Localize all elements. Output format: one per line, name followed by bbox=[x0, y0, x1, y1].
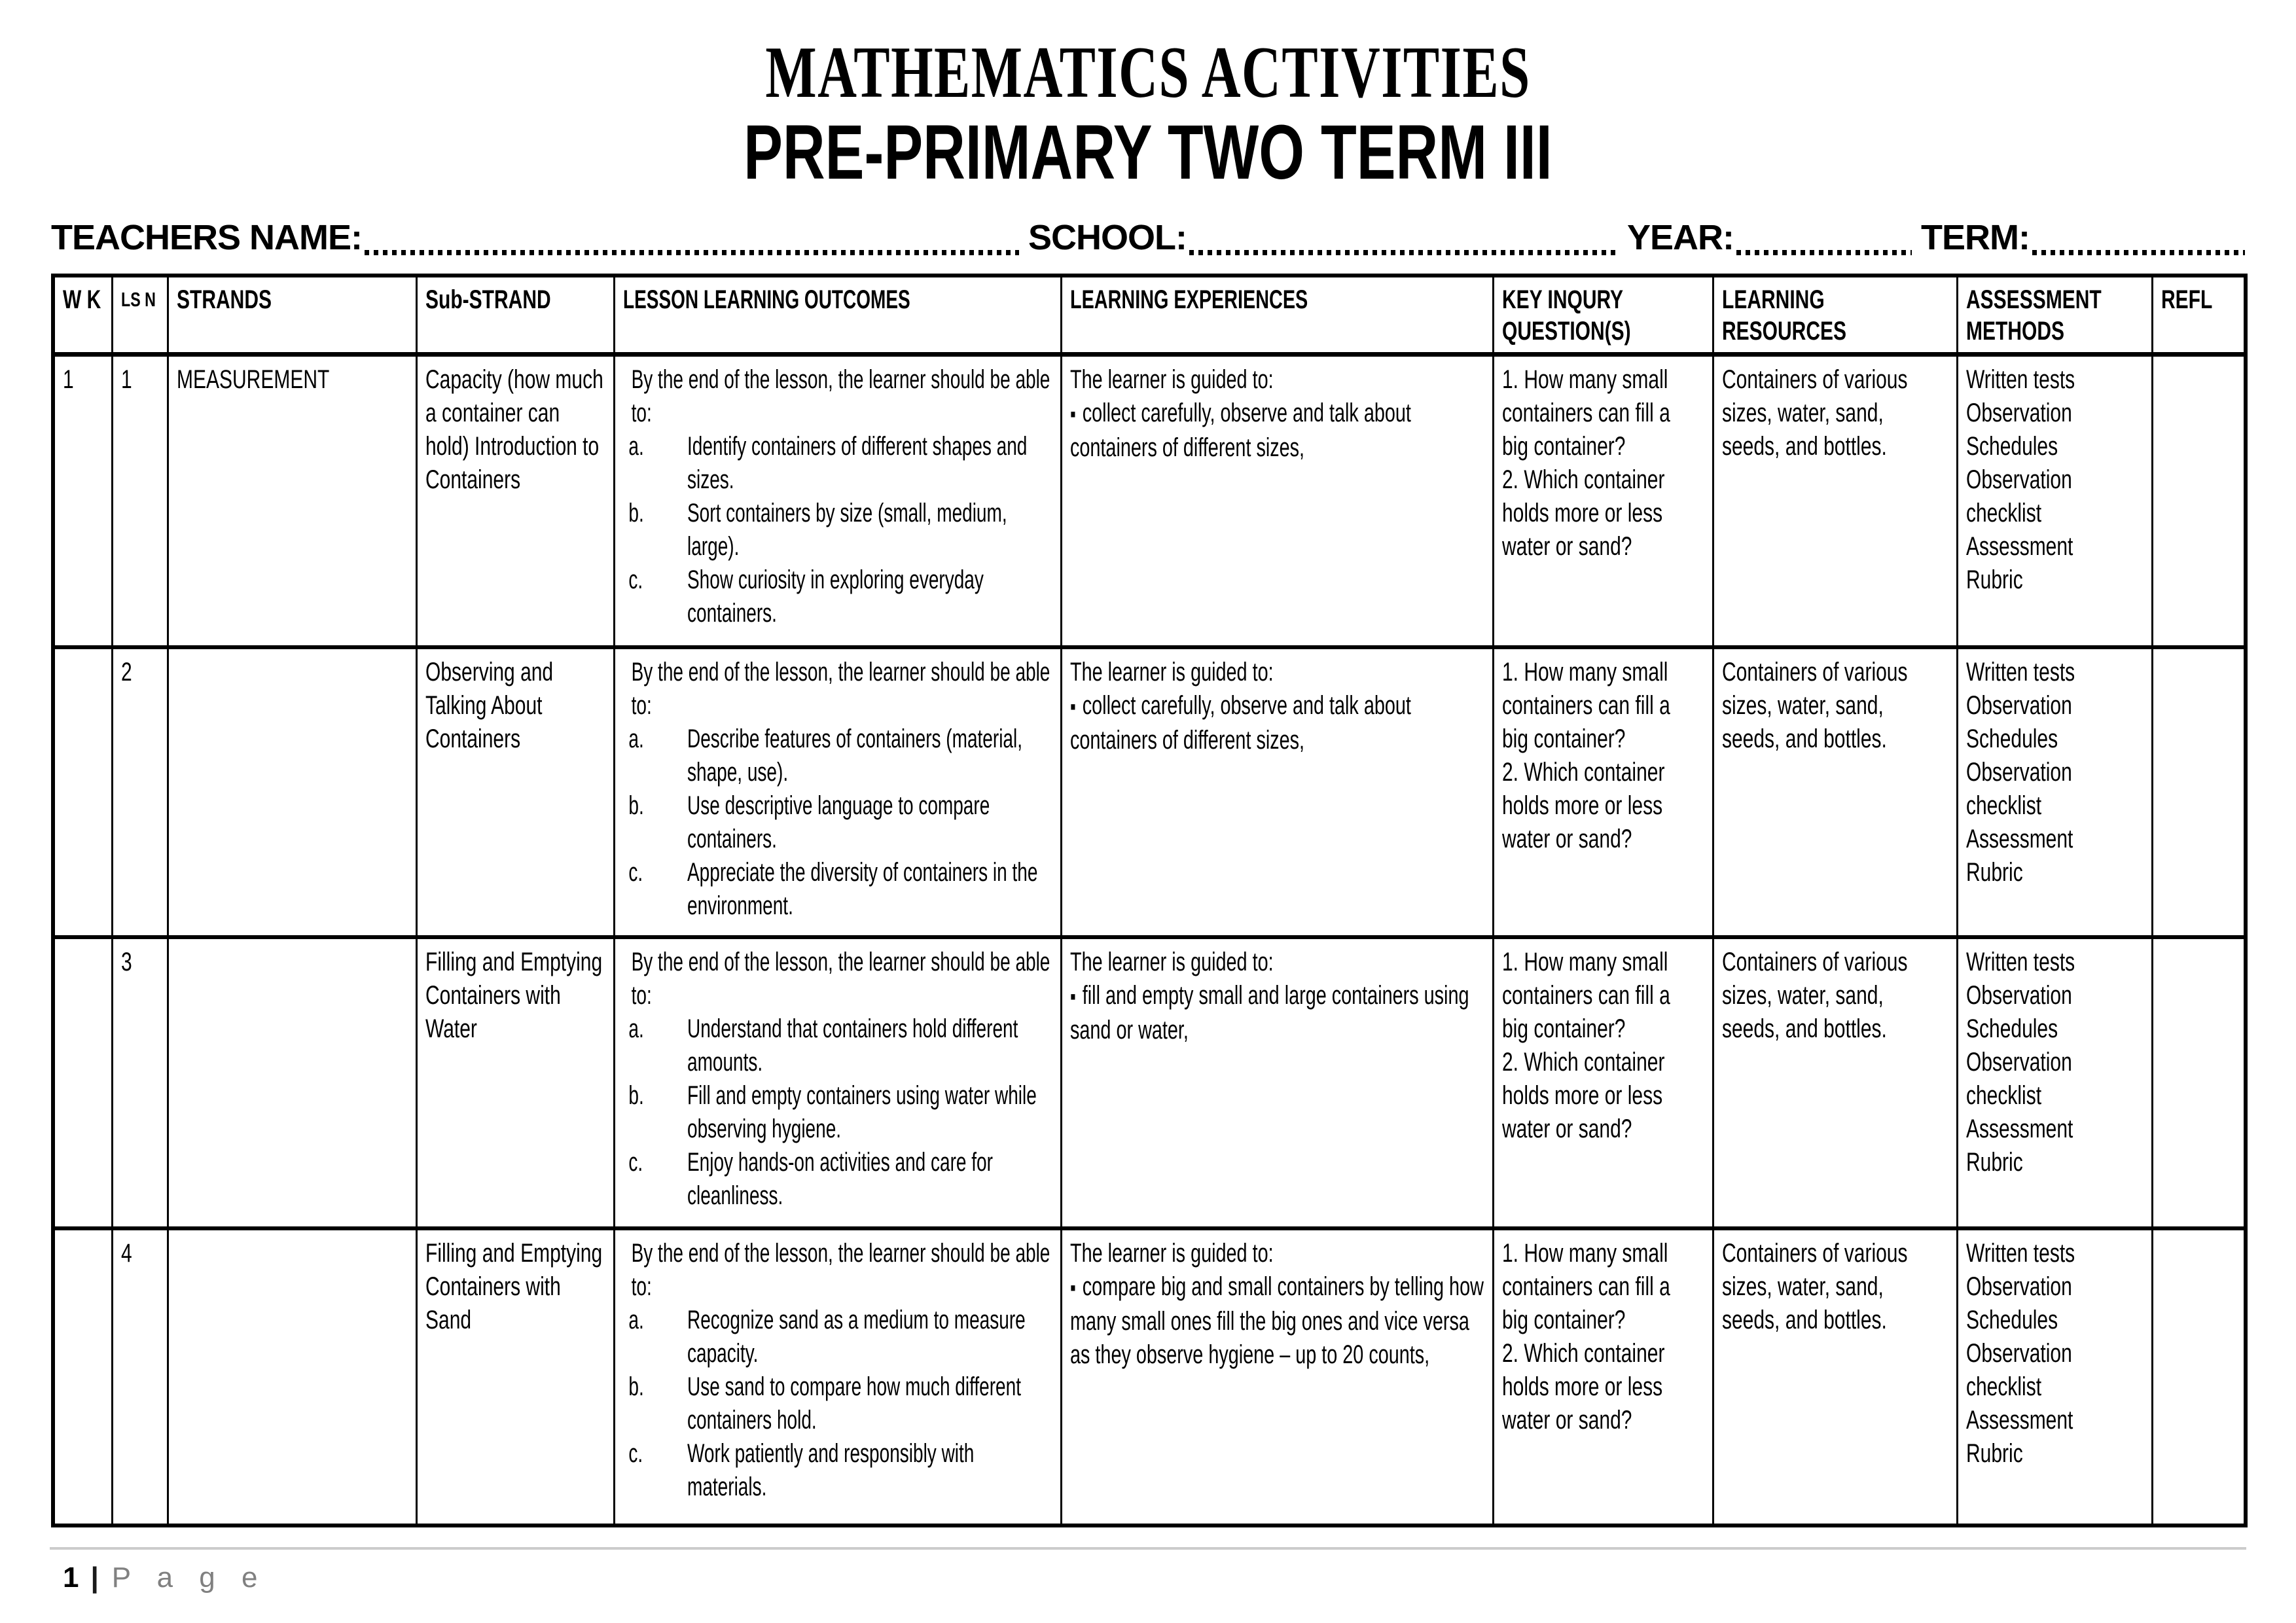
cell-lesson: 4 bbox=[112, 1228, 168, 1525]
col-header-experiences: LEARNING EXPERIENCES bbox=[1061, 276, 1493, 355]
cell-outcomes: By the end of the lesson, the learner should be able to: a. Understand that containers hold different amounts. b. Fill and empty containers using water while observing hygiene. c. Enjoy hands-on activities and care for cleanliness. bbox=[614, 937, 1061, 1228]
footer-page-label: P a g e bbox=[111, 1561, 267, 1594]
cell-experiences: The learner is guided to: ▪ fill and empty small and large containers using sand or water, bbox=[1061, 937, 1493, 1228]
cell-substrand: Capacity (how much a container can hold) Introduction to Containers bbox=[416, 355, 614, 647]
table-row bbox=[53, 1228, 2246, 1525]
table-header-row bbox=[53, 276, 2246, 355]
cell-assessment: Written tests Observation Schedules Observation checklist Assessment Rubric bbox=[1957, 647, 2152, 937]
col-header-resources: LEARNING RESOURCES bbox=[1713, 276, 1957, 355]
cell-reflection bbox=[2152, 647, 2246, 937]
cell-week bbox=[53, 647, 112, 937]
cell-reflection bbox=[2152, 1228, 2246, 1525]
cell-inquiry-questions: 1. How many small containers can fill a big container? 2. Which container holds more or less water or sand? bbox=[1493, 355, 1713, 647]
cell-outcomes: By the end of the lesson, the learner should be able to: a. Identify containers of different shapes and sizes. b. Sort containers by size (small, medium, large). c. Show curiosity in exploring everyday containers. bbox=[614, 355, 1061, 647]
cell-reflection bbox=[2152, 937, 2246, 1228]
cell-inquiry-questions: 1. How many small containers can fill a big container? 2. Which container holds more or less water or sand? bbox=[1493, 937, 1713, 1228]
bullet-icon: ▪ bbox=[1069, 984, 1076, 1009]
cell-week bbox=[53, 1228, 112, 1525]
page-number: 1 bbox=[63, 1561, 79, 1594]
cell-lesson: 2 bbox=[112, 647, 168, 937]
cell-resources: Containers of various sizes, water, sand, seeds, and bottles. bbox=[1713, 1228, 1957, 1525]
page-subtitle: PRE-PRIMARY TWO TERM III bbox=[744, 109, 1552, 196]
cell-substrand: Filling and Emptying Containers with Sand bbox=[416, 1228, 614, 1525]
table-row bbox=[53, 647, 2246, 937]
cell-strand bbox=[168, 937, 416, 1228]
cell-assessment: Written tests Observation Schedules Observation checklist Assessment Rubric bbox=[1957, 1228, 2152, 1525]
info-fields-row bbox=[51, 204, 2245, 260]
col-header-assessment: ASSESSMENT METHODS bbox=[1957, 276, 2152, 355]
bullet-icon: ▪ bbox=[1069, 402, 1076, 427]
cell-assessment: Written tests Observation Schedules Observation checklist Assessment Rubric bbox=[1957, 937, 2152, 1228]
col-header-reflection: REFL bbox=[2152, 276, 2246, 355]
cell-outcomes: By the end of the lesson, the learner should be able to: a. Describe features of containers (material, shape, use). b. Use descriptive language to compare containers. c. Appreciate the diversity of containers in the environment. bbox=[614, 647, 1061, 937]
cell-inquiry-questions: 1. How many small containers can fill a big container? 2. Which container holds more or less water or sand? bbox=[1493, 1228, 1713, 1525]
cell-week bbox=[53, 937, 112, 1228]
cell-inquiry-questions: 1. How many small containers can fill a big container? 2. Which container holds more or less water or sand? bbox=[1493, 647, 1713, 937]
cell-assessment: Written tests Observation Schedules Observation checklist Assessment Rubric bbox=[1957, 355, 2152, 647]
cell-experiences: The learner is guided to: ▪ collect carefully, observe and talk about containers of different sizes, bbox=[1061, 355, 1493, 647]
cell-week: 1 bbox=[53, 355, 112, 647]
bullet-icon: ▪ bbox=[1069, 1275, 1076, 1300]
table-row bbox=[53, 355, 2246, 647]
cell-strand: MEASUREMENT bbox=[168, 355, 416, 647]
cell-resources: Containers of various sizes, water, sand, seeds, and bottles. bbox=[1713, 647, 1957, 937]
scheme-of-work-table bbox=[51, 274, 2248, 1527]
school-blank bbox=[1189, 250, 1618, 255]
cell-outcomes: By the end of the lesson, the learner should be able to: a. Recognize sand as a medium to measure capacity. b. Use sand to compare how much different containers hold. c. Work patiently and responsibly with materials. bbox=[614, 1228, 1061, 1525]
school-label: SCHOOL: bbox=[1028, 218, 1187, 257]
cell-resources: Containers of various sizes, water, sand, seeds, and bottles. bbox=[1713, 355, 1957, 647]
col-header-lesson: LS N bbox=[112, 276, 168, 355]
col-header-inquiry: KEY INQURY QUESTION(S) bbox=[1493, 276, 1713, 355]
term-blank bbox=[2032, 250, 2245, 255]
cell-lesson: 3 bbox=[112, 937, 168, 1228]
col-header-outcomes: LESSON LEARNING OUTCOMES bbox=[614, 276, 1061, 355]
cell-reflection bbox=[2152, 355, 2246, 647]
col-header-strands: STRANDS bbox=[168, 276, 416, 355]
cell-lesson: 1 bbox=[112, 355, 168, 647]
page-title: MATHEMATICS ACTIVITIES bbox=[765, 32, 1531, 113]
term-label: TERM: bbox=[1921, 218, 2030, 257]
footer-separator: | bbox=[90, 1561, 99, 1594]
year-blank bbox=[1736, 250, 1912, 255]
document-header bbox=[0, 0, 2296, 196]
teachers-name-blank bbox=[365, 250, 1019, 255]
col-header-week: W K bbox=[53, 276, 112, 355]
page-footer bbox=[63, 1561, 2296, 1594]
cell-strand bbox=[168, 1228, 416, 1525]
bullet-icon: ▪ bbox=[1069, 694, 1076, 719]
cell-substrand: Observing and Talking About Containers bbox=[416, 647, 614, 937]
cell-resources: Containers of various sizes, water, sand, seeds, and bottles. bbox=[1713, 937, 1957, 1228]
cell-experiences: The learner is guided to: ▪ compare big and small containers by telling how many small ones fill the big ones and vice versa as they observe hygiene – up to 20 counts, bbox=[1061, 1228, 1493, 1525]
cell-substrand: Filling and Emptying Containers with Water bbox=[416, 937, 614, 1228]
teachers-name-label: TEACHERS NAME: bbox=[51, 218, 363, 257]
year-label: YEAR: bbox=[1627, 218, 1734, 257]
table-row bbox=[53, 937, 2246, 1228]
col-header-substrand: Sub-STRAND bbox=[416, 276, 614, 355]
footer-divider bbox=[50, 1547, 2246, 1550]
cell-strand bbox=[168, 647, 416, 937]
cell-experiences: The learner is guided to: ▪ collect carefully, observe and talk about containers of different sizes, bbox=[1061, 647, 1493, 937]
